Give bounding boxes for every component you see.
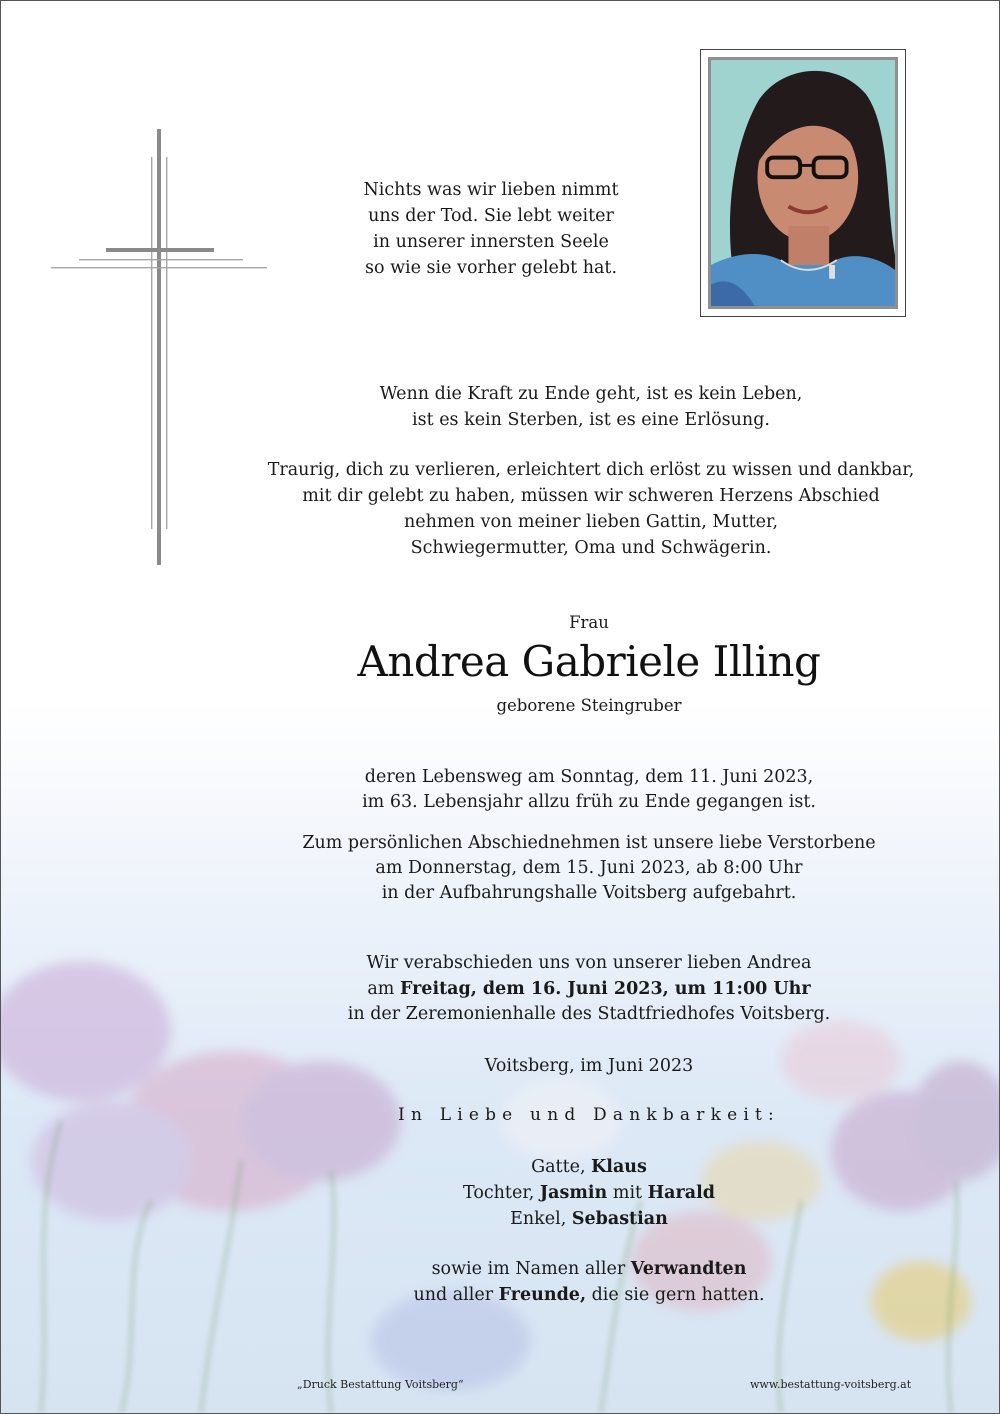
intro-line: Traurig, dich zu verlieren, erleichtert dich erlöst zu wissen und dankbar,	[267, 460, 915, 480]
funeral-line: in der Zeremonienhalle des Stadtfriedhofes Voitsberg.	[347, 1004, 831, 1024]
relatives-bold: Verwandten	[630, 1259, 747, 1279]
place-date: Voitsberg, im Juni 2023	[484, 1056, 694, 1076]
family-name: Klaus	[591, 1157, 647, 1177]
quote-line: Nichts was wir lieben nimmt	[363, 180, 619, 200]
intro-paragraph-1	[241, 381, 941, 433]
viewing-info	[239, 831, 939, 906]
life-line: im 63. Lebensjahr allzu früh zu Ende gegangen ist.	[362, 792, 816, 812]
quote-line: so wie sie vorher gelebt hat.	[364, 258, 618, 278]
viewing-line: Zum persönlichen Abschiednehmen ist unsere liebe Verstorbene	[302, 833, 876, 853]
relatives-bold: Freunde,	[498, 1284, 587, 1305]
funeral-prefix: am	[367, 978, 400, 999]
family-daughter	[339, 1180, 839, 1206]
footer-printer: „Druck Bestattung Voitsberg“	[297, 1378, 464, 1391]
relatives-suffix: die sie gern hatten.	[586, 1284, 765, 1305]
life-line: deren Lebensweg am Sonntag, dem 11. Juni 2023,	[364, 767, 814, 787]
relatives-line	[289, 1257, 889, 1283]
funeral-info	[239, 951, 939, 1028]
life-statement	[239, 765, 939, 815]
cross-icon	[51, 129, 271, 565]
viewing-line: in der Aufbahrungshalle Voitsberg aufgebahrt.	[381, 883, 797, 903]
funeral-line: Wir verabschieden uns von unserer lieben Andrea	[366, 953, 812, 973]
family-spouse	[339, 1154, 839, 1180]
salutation: Frau	[569, 613, 609, 632]
intro-line: nehmen von meiner lieben Gattin, Mutter,	[403, 512, 779, 532]
relatives-statement	[289, 1257, 889, 1308]
quote-line: in unserer innersten Seele	[373, 232, 609, 252]
portrait-photo	[700, 49, 906, 317]
family-list	[339, 1154, 839, 1232]
intro-paragraph-2	[241, 457, 941, 561]
family-name: Harald	[647, 1183, 715, 1203]
relatives-prefix: und aller	[413, 1284, 499, 1305]
family-grandchild	[339, 1206, 839, 1232]
funeral-date: Freitag, dem 16. Juni 2023, um 11:00 Uhr	[399, 978, 811, 999]
funeral-line	[239, 977, 939, 1003]
intro-line: Schwiegermutter, Oma und Schwägerin.	[410, 538, 772, 558]
family-role: Gatte,	[531, 1157, 592, 1177]
viewing-line: am Donnerstag, dem 15. Juni 2023, ab 8:00 Uhr	[375, 858, 803, 878]
family-name: Jasmin	[539, 1183, 608, 1203]
love-heading: In Liebe und Dankbarkeit:	[398, 1105, 780, 1125]
birth-name: geborene Steingruber	[496, 696, 682, 715]
family-role: Tochter,	[463, 1183, 540, 1203]
family-name: Sebastian	[571, 1209, 668, 1229]
family-connector: mit	[607, 1183, 648, 1203]
quote-text	[341, 177, 641, 281]
intro-line: ist es kein Sterben, ist es eine Erlösung.	[412, 410, 770, 430]
relatives-prefix: sowie im Namen aller	[431, 1259, 631, 1279]
deceased-name: Andrea Gabriele Illing	[357, 637, 821, 686]
intro-line: mit dir gelebt zu haben, müssen wir schweren Herzens Abschied	[302, 486, 880, 506]
relatives-line	[289, 1283, 889, 1309]
intro-line: Wenn die Kraft zu Ende geht, ist es kein Leben,	[379, 384, 803, 404]
footer-website: www.bestattung-voitsberg.at	[750, 1378, 912, 1391]
quote-line: uns der Tod. Sie lebt weiter	[368, 206, 614, 226]
family-role: Enkel,	[510, 1209, 572, 1229]
